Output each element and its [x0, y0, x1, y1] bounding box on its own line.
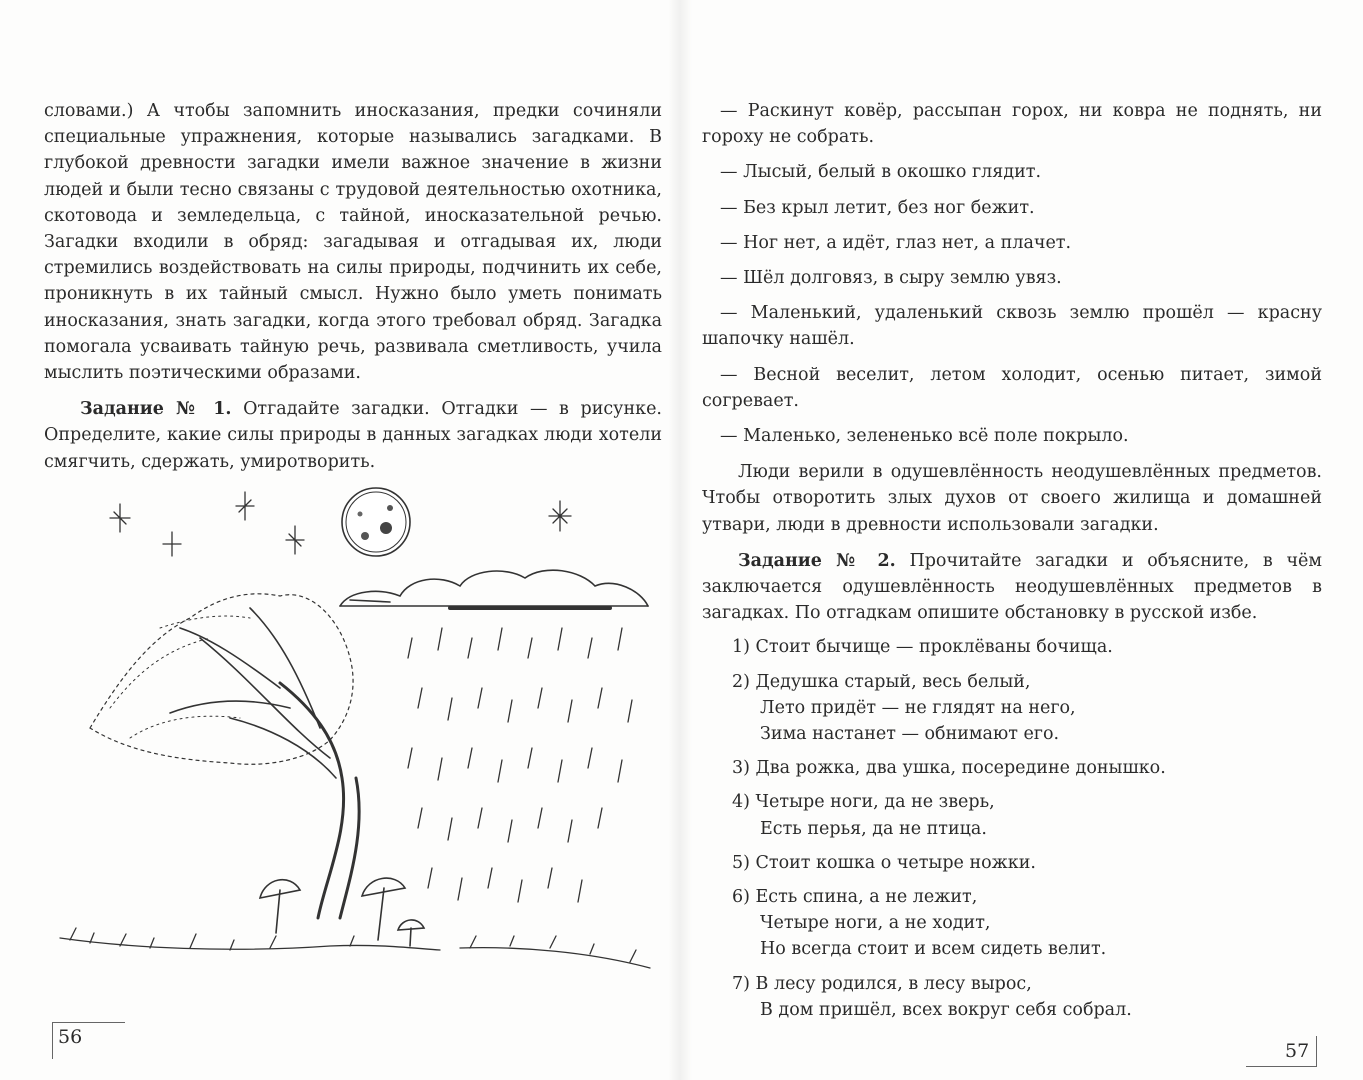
left-page [44, 98, 662, 475]
cloud [340, 570, 648, 608]
right-page [702, 98, 1322, 1031]
riddle-8: — Маленько, зелененько всё поле покрыло. [720, 426, 1129, 447]
page-number-right: 57 [1285, 1040, 1310, 1062]
ground [60, 928, 650, 968]
riddle-7: — Весной веселит, летом холодит, осенью питает, зимой согревает. [702, 364, 1322, 411]
riddle-3: — Без крыл летит, без ног бежит. [720, 197, 1035, 218]
people-paragraph: Люди верили в одушевлённость неодушевлённых предметов. Чтобы отворотить злых духов от своего жилища и домашней утвари, люди в древности использовали загадки. [702, 462, 1322, 535]
intro-paragraph: словами.) А чтобы запомнить иносказания, предки сочиняли специальные упражнения, которые назывались загадками. В глубокой древности загадки имели важное значение в жизни людей и были тесно связаны с трудовой деятельностью охотника, скотовода и земледельца, с тайной, иносказательной речью. Загадки входили в обряд: загадывая и отгадывая их, люди стремились воздействовать на силы природы, подчинить их себе, проникнуть в их тайный смысл. Нужно было уметь понимать иносказания, знать загадки, когда этого требовал обряд. Загадка помогала усваивать тайную речь, развивала сметливость, учила мыслить поэтическими образами. [44, 101, 662, 384]
riddle-line: 1) Стоит бычище — проклёваны бочища. [732, 637, 1113, 658]
riddle-4: — Ног нет, а идёт, глаз нет, а плачет. [720, 232, 1072, 253]
task-1-text: Отгадайте загадки. Отгадки — в рисунке. Определите, какие силы природы в данных загадках люди хотели смягчить, сдержать, умиротворить. [44, 399, 662, 472]
tree [90, 594, 359, 918]
riddle-line: В дом пришёл, всех вокруг себя собрал. [760, 999, 1132, 1020]
riddle-5: — Шёл долговяз, в сыру землю увяз. [720, 268, 1062, 289]
task-2-text: Прочитайте загадки и объясните, в чём заключается одушевлённость неодушевлённых предметов в загадках. По отгадкам опишите обстановку в русской избе. [702, 550, 1322, 624]
riddle-line: Зима настанет — обнимают его. [760, 724, 1060, 745]
nature-illustration [50, 478, 662, 988]
riddle-line: Лето придёт — не глядят на него, [760, 697, 1076, 718]
riddle-line: Четыре ноги, а не ходит, [760, 913, 991, 934]
riddle-line: 5) Стоит кошка о четыре ножки. [732, 852, 1036, 873]
riddle-6: — Маленький, удаленький сквозь землю прошёл — красну шапочку нашёл. [702, 303, 1322, 350]
riddle-line: 7) В лесу родился, в лесу вырос, [732, 973, 1032, 994]
task-2 [702, 548, 1322, 627]
task-1 [44, 396, 662, 475]
page-number-left: 56 [58, 1026, 83, 1048]
list-item [732, 789, 1322, 841]
task-2-label: Задание № 2. [738, 550, 896, 571]
moon [342, 488, 410, 556]
riddle-1: — Раскинут ковёр, рассыпан горох, ни ковра не поднять, ни гороху не собрать. [702, 101, 1322, 148]
list-item [732, 971, 1322, 1023]
stars [110, 492, 571, 556]
riddle-line: Но всегда стоит и всем сидеть велит. [760, 939, 1107, 960]
list-item [732, 884, 1322, 963]
riddle-line: Есть перья, да не птица. [760, 818, 987, 839]
riddle-line: 3) Два рожка, два ушка, посередине донышко. [732, 758, 1166, 779]
book-gutter [668, 0, 692, 1080]
numbered-riddles [732, 634, 1322, 1023]
list-item [732, 634, 1322, 660]
riddle-line: 4) Четыре ноги, да не зверь, [732, 792, 995, 813]
riddle-line: 2) Дедушка старый, весь белый, [732, 671, 1031, 692]
list-item [732, 669, 1322, 748]
rain [408, 628, 632, 902]
riddle-2: — Лысый, белый в окошко глядит. [720, 162, 1042, 183]
task-1-label: Задание № 1. [80, 399, 232, 420]
list-item [732, 755, 1322, 781]
riddle-line: 6) Есть спина, а не лежит, [732, 887, 978, 908]
list-item [732, 850, 1322, 876]
